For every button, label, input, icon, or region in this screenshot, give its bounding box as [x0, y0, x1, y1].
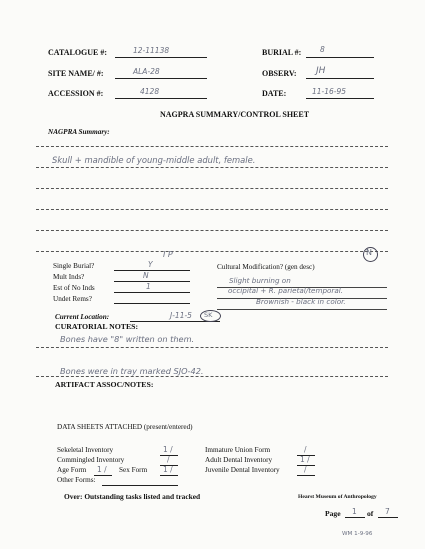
mult-inds-line [114, 281, 190, 282]
ip-note: I P [163, 250, 173, 259]
est-inds-label: Est of No Inds [53, 284, 95, 292]
catalogue-value: 12-11138 [133, 46, 170, 55]
page-total: 7 [385, 507, 390, 516]
undet-rems-label: Undet Rems? [53, 295, 92, 303]
site-line [115, 78, 207, 79]
outstanding-tasks-note: Over: Outstanding tasks listed and tracked [64, 492, 201, 501]
immature-union-label: Immature Union Form [205, 446, 271, 454]
summary-rule-5 [36, 230, 388, 231]
curatorial-label: CURATORIAL NOTES: [55, 322, 139, 331]
artifact-label: ARTIFACT ASSOC/NOTES: [55, 380, 154, 389]
curatorial-note-2: Bones were in tray marked SJO-42. [60, 366, 204, 376]
data-sheets-heading: DATA SHEETS ATTACHED (present/entered) [57, 423, 193, 431]
date-line [306, 98, 374, 99]
curatorial-note-1: Bones have "8" written on them. [60, 334, 195, 344]
other-forms-label: Other Forms: [57, 476, 96, 484]
catalogue-line [115, 57, 207, 58]
single-burial-value: Y [148, 260, 153, 269]
adult-dental-value: 1 / [300, 455, 310, 464]
cultural-mod-line-3: Brownish - black in color. [256, 297, 346, 306]
sex-form-label: Sex Form [119, 466, 148, 474]
museum-name: Hearst Museum of Anthropology [298, 494, 377, 500]
burial-value: 8 [320, 45, 325, 54]
undet-rems-line [114, 303, 190, 304]
juvenile-dental-line [297, 475, 315, 476]
summary-rule-6 [36, 251, 388, 252]
summary-rule-2 [36, 167, 388, 168]
cultural-mod-line-1: Slight burning on [229, 276, 291, 285]
catalogue-label: CATALOGUE #: [48, 48, 108, 57]
age-form-line [94, 475, 112, 476]
location-initials: SK [204, 311, 213, 319]
est-inds-line [114, 292, 190, 293]
burial-line [306, 57, 374, 58]
curatorial-rule-2 [36, 376, 388, 377]
skeletal-inventory-label: Sekeletal Inventory [57, 446, 114, 454]
sheet-title: NAGPRA SUMMARY/CONTROL SHEET [160, 110, 310, 119]
immature-union-value: / [304, 445, 307, 454]
site-label: SITE NAME/ #: [48, 69, 104, 78]
date-value: 11-16-95 [312, 87, 347, 96]
age-form-label: Age Form [57, 466, 87, 474]
other-forms-line [102, 485, 178, 486]
est-inds-value: 1 [146, 282, 151, 291]
page-total-line [378, 517, 398, 518]
commingled-inventory-value: / [167, 455, 170, 464]
location-label: Current Location: [55, 313, 110, 321]
n-mark: N [366, 248, 372, 257]
adult-dental-label: Adult Dental Inventory [205, 456, 273, 464]
summary-rule-4 [36, 209, 388, 210]
cultural-rule-3 [217, 309, 387, 310]
date-label: DATE: [262, 89, 287, 98]
juvenile-dental-value: / [304, 465, 307, 474]
observer-label: OBSERV: [262, 69, 297, 78]
page-label: Page [325, 509, 341, 518]
commingled-inventory-label: Commingled Inventory [57, 456, 125, 464]
age-form-value: 1 / [97, 465, 107, 474]
accession-label: ACCESSION #: [48, 89, 104, 98]
summary-label: NAGPRA Summary: [48, 128, 110, 136]
date-stamp: WM 1-9-96 [342, 531, 373, 537]
summary-rule-1 [36, 146, 388, 147]
accession-value: 4128 [140, 87, 160, 96]
single-burial-line [114, 270, 190, 271]
observer-line [306, 78, 374, 79]
page-number-line [345, 517, 365, 518]
accession-line [115, 98, 207, 99]
summary-text: Skull + mandible of young-middle adult, female. [52, 155, 256, 165]
juvenile-dental-label: Juvenile Dental Inventory [205, 466, 280, 474]
skeletal-inventory-value: 1 / [163, 445, 173, 454]
cultural-mod-line-2: occipital + R. parietal/temporal. [228, 286, 344, 295]
location-value: J-11-5 [170, 311, 192, 320]
mult-inds-label: Mult Inds? [53, 273, 85, 281]
observer-value: JH [316, 66, 326, 76]
cultural-mod-label: Cultural Modification? (gen desc) [217, 263, 315, 271]
page-number: 1 [352, 507, 357, 516]
site-value: ALA-28 [133, 67, 160, 76]
sex-form-line [160, 475, 178, 476]
of-label: of [367, 509, 374, 518]
mult-inds-value: N [143, 271, 149, 280]
curatorial-rule-1 [36, 347, 388, 348]
burial-label: BURIAL #: [262, 48, 302, 57]
single-burial-label: Single Burial? [53, 262, 95, 270]
summary-rule-3 [36, 188, 388, 189]
sex-form-value: 1 / [163, 465, 173, 474]
